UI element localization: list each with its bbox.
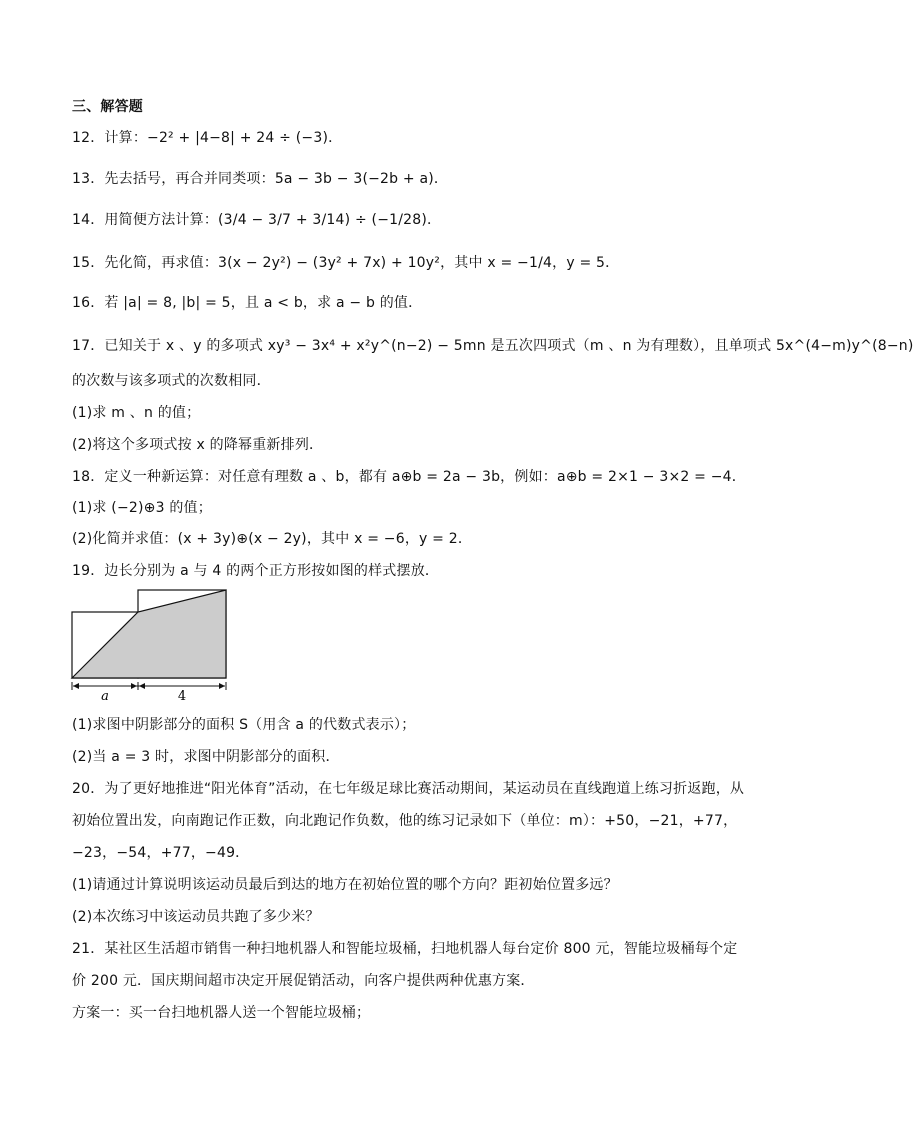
- problem-15: 15．先化简，再求值：3(x − 2y²) − (3y² + 7x) + 10y²，其中 x = −1/4，y = 5．: [72, 255, 620, 271]
- arrow-right-icon: [131, 683, 137, 689]
- arrow-left-icon: [139, 683, 145, 689]
- problem-16: 16．若 |a| = 8, |b| = 5，且 a < b，求 a − b 的值．: [72, 295, 423, 311]
- problem-18-part1: (1)求 (−2)⊕3 的值；: [72, 500, 212, 516]
- problem-21-plan1: 方案一：买一台扫地机器人送一个智能垃圾桶；: [72, 1005, 371, 1021]
- problem-17-part1: (1)求 m 、n 的值；: [72, 405, 201, 421]
- problem-13: 13．先去括号，再合并同类项：5a − 3b − 3(−2b + a)．: [72, 171, 449, 187]
- problem-19-part1: (1)求图中阴影部分的面积 S（用含 a 的代数式表示）；: [72, 717, 416, 733]
- problem-20-part2: (2)本次练习中该运动员共跑了多少米？: [72, 909, 320, 925]
- section-title: 三、解答题: [72, 99, 143, 115]
- problem-17-cont: 的次数与该多项式的次数相同．: [72, 373, 271, 389]
- problem-20-cont2: −23，−54，+77，−49．: [72, 845, 250, 861]
- problem-19: 19．边长分别为 a 与 4 的两个正方形按如图的样式摆放．: [72, 563, 440, 579]
- problem-20-part1: (1)请通过计算说明该运动员最后到达的地方在初始位置的哪个方向？距初始位置多远？: [72, 877, 618, 893]
- problem-19-part2: (2)当 a = 3 时，求图中阴影部分的面积．: [72, 749, 340, 765]
- arrow-right-icon: [219, 683, 225, 689]
- two-squares-figure: [70, 586, 235, 704]
- problem-14: 14．用简便方法计算：(3/4 − 3/7 + 3/14) ÷ (−1/28)．: [72, 212, 442, 228]
- problem-18: 18．定义一种新运算：对任意有理数 a 、b，都有 a⊕b = 2a − 3b，例如：a⊕b = 2×1 − 3×2 = −4．: [72, 469, 746, 485]
- label-a: a: [101, 689, 109, 704]
- problem-17-part2: (2)将这个多项式按 x 的降幂重新排列．: [72, 437, 324, 453]
- label-4: 4: [177, 689, 187, 704]
- problem-21-cont: 价 200 元．国庆期间超市决定开展促销活动，向客户提供两种优惠方案．: [72, 973, 535, 989]
- problem-21: 21．某社区生活超市销售一种扫地机器人和智能垃圾桶，扫地机器人每台定价 800 元，智能垃圾桶每个定: [72, 941, 738, 957]
- problem-20: 20．为了更好地推进“阳光体育”活动，在七年级足球比赛活动期间，某运动员在直线跑道上练习折返跑，从: [72, 781, 745, 797]
- problem-18-part2: (2)化简并求值：(x + 3y)⊕(x − 2y)，其中 x = −6，y = 2．: [72, 531, 473, 547]
- problem-12: 12．计算：−2² + |4−8| + 24 ÷ (−3)．: [72, 130, 343, 146]
- problem-20-cont1: 初始位置出发，向南跑记作正数，向北跑记作负数，他的练习记录如下（单位：m）：+50，−21，+77，: [72, 813, 738, 829]
- shaded-region: [72, 590, 226, 678]
- problem-17: 17．已知关于 x 、y 的多项式 xy³ − 3x⁴ + x²y^(n−2) − 5mn 是五次四项式（m 、n 为有理数），且单项式 5x^(4−m)y^(8−n): [72, 338, 914, 354]
- arrow-left-icon: [73, 683, 79, 689]
